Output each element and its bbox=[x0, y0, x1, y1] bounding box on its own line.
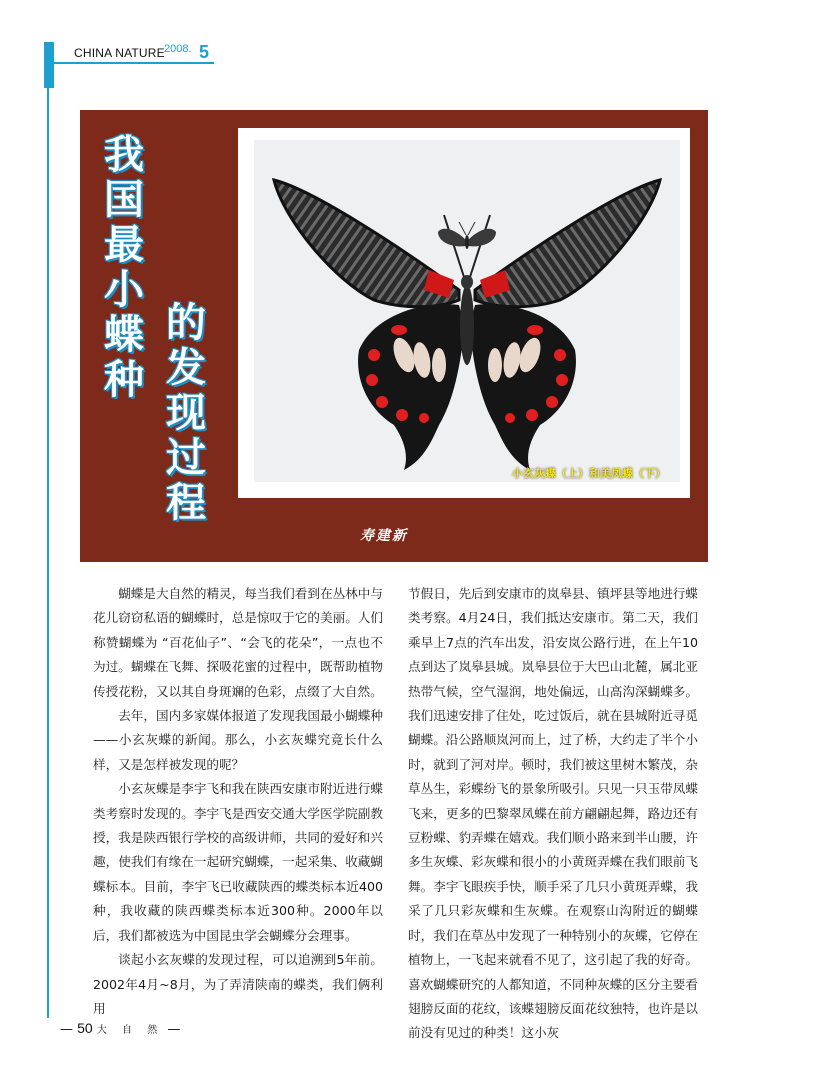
body-column-right bbox=[408, 582, 698, 1046]
footer-dash: — bbox=[167, 1022, 181, 1037]
footer-magazine-name: 大 自 然 bbox=[96, 1025, 164, 1036]
paragraph: 小玄灰蝶是李宇飞和我在陕西安康市附近进行蝶类考察时发现的。李宇飞是西安交通大学医学院副教授，我是陕西银行学校的高级讲师，共同的爱好和兴趣，使我们有缘在一起研究蝴蝶，一起采集、收藏蝴蝶标本。目前，李宇飞已收藏陕西的蝶类标本近400种，我收藏的陕西蝶类标本近300种。2000年以后，我们都被选为中国昆虫学会蝴蝶分会理事。 bbox=[93, 781, 383, 943]
author-name: 寿建新 bbox=[360, 528, 408, 544]
footer-dash: — bbox=[60, 1022, 73, 1037]
butterfly-illustration bbox=[254, 140, 680, 482]
page-footer bbox=[60, 1020, 180, 1037]
page-number: 50 bbox=[77, 1020, 93, 1036]
issue-number: 5 bbox=[199, 42, 210, 62]
left-margin-rule bbox=[47, 88, 49, 1018]
header-rule bbox=[44, 62, 214, 64]
body-column-left bbox=[93, 582, 383, 1021]
paragraph: 去年，国内多家媒体报道了发现我国最小蝴蝶种——小玄灰蝶的新闻。那么，小玄灰蝶究竟长什么样，又是怎样被发现的呢？ bbox=[93, 708, 383, 772]
magazine-name: CHINA NATURE bbox=[74, 46, 165, 60]
paragraph: 节假日，先后到安康市的岚皋县、镇坪县等地进行蝶类考察。4月24日，我们抵达安康市。第二天，我们乘早上7点的汽车出发，沿安岚公路行进，在上午10点到达了岚皋县城。岚皋县位于大巴山北麓，属北亚热带气候，空气湿润，地处偏远，山高沟深蝴蝶多。我们迅速安排了住处，吃过饭后，就在县城附近寻觅蝴蝶。沿公路顺岚河而上，过了桥，大约走了半个小时，就到了河对岸。顿时，我们被这里树木繁茂，杂草丛生，彩蝶纷飞的景象所吸引。只见一只玉带凤蝶飞来，更多的巴黎翠凤蝶在前方翩翩起舞，路边还有豆粉蝶、豹弄蝶在嬉戏。我们顺小路来到半山腰，许多生灰蝶、彩灰蝶和很小的小黄斑弄蝶在我们眼前飞舞。李宇飞眼疾手快，顺手采了几只小黄斑弄蝶，我采了几只彩灰蝶和生灰蝶。在观察山沟附近的蝴蝶时，我们在草丛中发现了一种特别小的灰蝶，它停在植物上，一飞起来就看不见了，这引起了我的好奇。喜欢蝴蝶研究的人都知道，不同种灰蝶的区分主要看翅膀反面的花纹，该蝶翅膀反面花纹独特，也许是以前没有见过的种类！这小灰 bbox=[408, 586, 698, 1041]
photo-caption: 小玄灰蝶（上）和美凤蝶（下） bbox=[512, 467, 666, 480]
title-line-1: 我国最小蝶种 bbox=[104, 131, 144, 403]
butterfly-photo bbox=[254, 140, 680, 482]
paragraph: 谈起小玄灰蝶的发现过程，可以追溯到5年前。2002年4月~8月，为了弄清陕南的蝶类，我们俩利用 bbox=[93, 952, 383, 1016]
title-line-2: 的发现过程 bbox=[166, 299, 206, 526]
issue-year: 2008. bbox=[164, 43, 192, 55]
header-accent-bar bbox=[44, 42, 54, 88]
paragraph: 蝴蝶是大自然的精灵，每当我们看到在丛林中与花儿窃窃私语的蝴蝶时，总是惊叹于它的美丽。人们称赞蝴蝶为 “百花仙子”、“会飞的花朵”，一点也不为过。蝴蝶在飞舞、探吸花蜜的过程中，既帮助植物传授花粉，又以其自身斑斓的色彩，点缀了大自然。 bbox=[93, 586, 383, 699]
